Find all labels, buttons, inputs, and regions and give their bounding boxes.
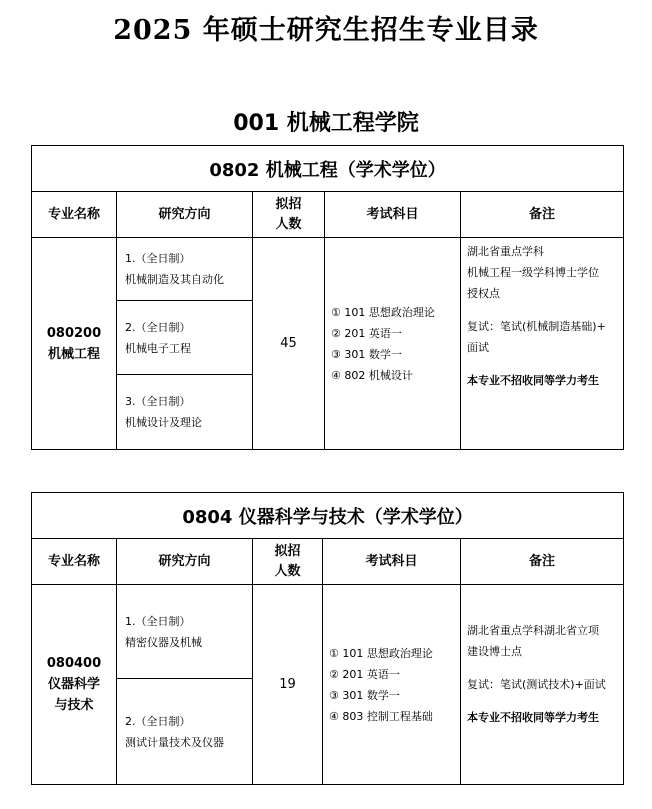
direction-cell: 2.（全日制） 机械电子工程	[117, 301, 253, 375]
exam-item: ② 201 英语一	[331, 326, 402, 340]
header-major: 专业名称	[32, 539, 117, 585]
program-heading: 0802 机械工程（学术学位）	[32, 146, 624, 192]
notes-cell: 湖北省重点学科湖北省立项 建设博士点 复试：笔试(测试技术)+面试 本专业不招收同等学力考生	[461, 585, 624, 785]
quota-cell: 45	[253, 238, 325, 450]
header-major: 专业名称	[32, 192, 117, 238]
exams-cell	[325, 238, 461, 450]
exam-item: ③ 301 数学一	[331, 347, 402, 361]
notes-bold: 本专业不招收同等学力考生	[467, 374, 599, 387]
major-cell	[32, 585, 117, 785]
exam-item: ① 101 思想政治理论	[329, 646, 433, 660]
program-heading: 0804 仪器科学与技术（学术学位）	[32, 493, 624, 539]
exam-item: ① 101 思想政治理论	[331, 305, 435, 319]
direction-cell: 1.（全日制） 机械制造及其自动化	[117, 238, 253, 301]
direction-cell: 2.（全日制） 测试计量技术及仪器	[117, 679, 253, 785]
exam-item: ③ 301 数学一	[329, 688, 400, 702]
header-quota: 拟招 人数	[253, 539, 323, 585]
header-exams: 考试科目	[325, 192, 461, 238]
header-notes: 备注	[461, 539, 624, 585]
header-direction: 研究方向	[117, 192, 253, 238]
major-name: 机械工程	[47, 346, 100, 362]
header-exams: 考试科目	[323, 539, 461, 585]
direction-cell: 1.（全日制） 精密仪器及机械	[117, 585, 253, 679]
quota-cell: 19	[253, 585, 323, 785]
header-quota: 拟招 人数	[253, 192, 325, 238]
exams-cell	[323, 585, 461, 785]
header-direction: 研究方向	[117, 539, 253, 585]
page-title: 2025 年硕士研究生招生专业目录	[113, 15, 539, 46]
program-table	[31, 145, 624, 450]
program-table	[31, 492, 624, 785]
direction-cell: 3.（全日制） 机械设计及理论	[117, 375, 253, 450]
exam-item: ② 201 英语一	[329, 667, 400, 681]
major-cell	[32, 238, 117, 450]
major-code: 080400	[46, 656, 102, 671]
major-name: 与技术	[54, 698, 94, 713]
notes-bold: 本专业不招收同等学力考生	[467, 711, 599, 724]
college-title: 001 机械工程学院	[233, 111, 419, 136]
major-code: 080200	[46, 325, 102, 341]
notes-cell: 湖北省重点学科 机械工程一级学科博士学位 授权点 复试：笔试(机械制造基础)+ 面试 本专业不招收同等学力考生	[461, 238, 624, 450]
major-name: 仪器科学	[47, 677, 100, 692]
header-notes: 备注	[461, 192, 624, 238]
exam-item: ④ 803 控制工程基础	[329, 709, 433, 723]
exam-item: ④ 802 机械设计	[331, 368, 413, 382]
